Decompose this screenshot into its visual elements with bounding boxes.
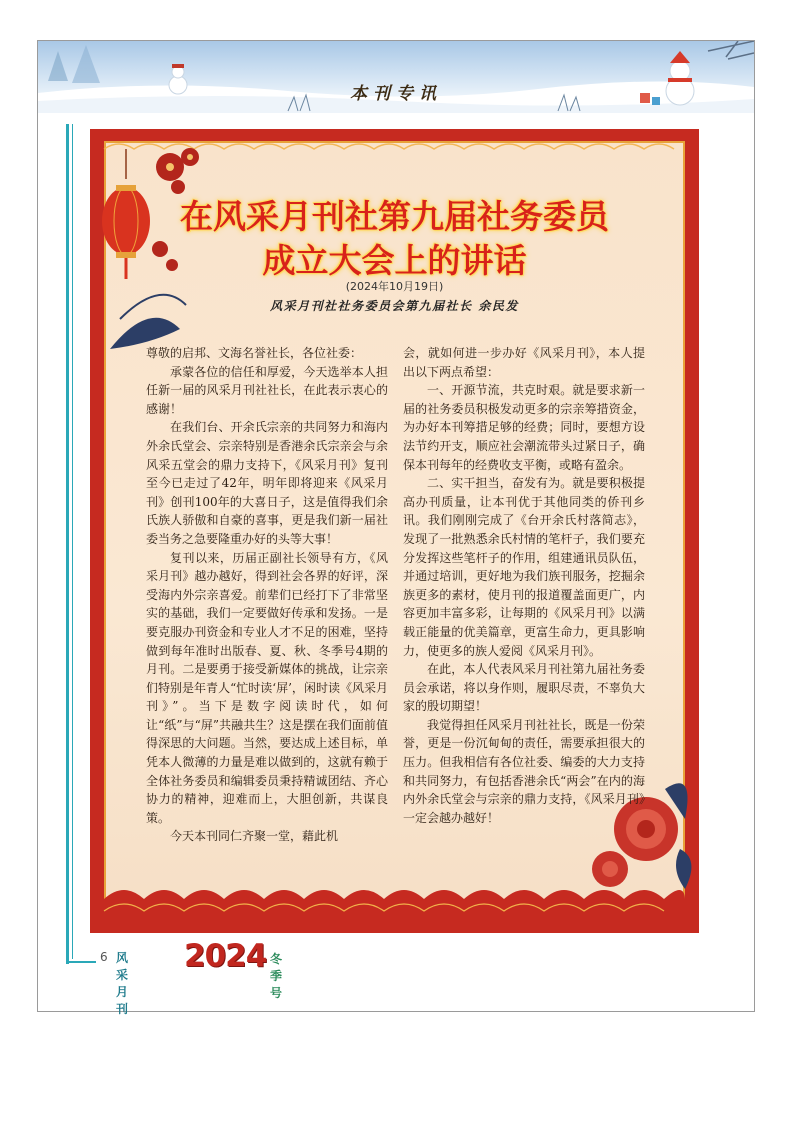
- footer-rule: [66, 961, 96, 963]
- paragraph: 承蒙各位的信任和厚爱，今天选举本人担任新一届的风采月刊社社长，在此表示衷心的感谢！: [146, 364, 388, 416]
- paragraph: 一、开源节流，共克时艰。就是要求新一届的社务委员积极发动更多的宗亲筹措资金，为办好本刊筹措足够的经费；同时，要想方设法节约开支，顺应社会潮流带头过紧日子，确保本刊每年的经费收支平衡，或略有盈余。: [403, 383, 645, 472]
- year-logo: 2024: [184, 938, 267, 974]
- side-rule: [66, 124, 69, 964]
- paragraph: 二、实干担当，奋发有为。就是要积极提高办刊质量，让本刊优于其他同类的侨刊乡讯。我们刚刚完成了《台开余氏村落简志》，发现了一批熟悉余氏村情的笔杆子，我们要充分发挥这些笔杆子的作用，组建通讯员队伍，并通过培训，更好地为我们族刊服务，挖掘余族更多的素材，使月刊的报道覆盖面更广，内容更加丰富多彩，让每期的《风采月刊》以满载正能量的优美篇章，更富生命力，更具影响力，使更多的族人爱阅《风采月刊》。: [403, 476, 645, 658]
- article-poster: [90, 129, 699, 933]
- winter-banner: [38, 41, 754, 113]
- paragraph: 复刊以来，历届正副社长领导有方，《风采月刊》越办越好，得到社会各界的好评，深受海内外宗亲喜爱。前辈们已经打下了非常坚实的基础，我们一定要做好传承和发扬。一是要克服办刊资金和专业人才不足的困难，坚持做到每年准时出版春、夏、秋、冬季号4期的月刊。二是要勇于接受新媒体的挑战，让宗亲们特别是年青人“忙时读‘屏’，闲时读《风采月刊》”。当下是数字阅读时代，如何让“纸”与“屏”共融共生？这是摆在我们面前值得深思的大问题。当然，要达成上述目标，单凭本人微薄的力量是难以做到的，这就有赖于全体社务委员和编辑委员秉持精诚团结、齐心协力的精神，迎难而上，大胆创新，共谋良策。: [146, 550, 388, 825]
- article-title-line2: 成立大会上的讲话: [262, 241, 527, 280]
- paragraph: 在此，本人代表风采月刊社第九届社务委员会承诺，将以身作则，履职尽责，不辜负大家的殷切期望！: [403, 662, 645, 714]
- column-title: 本刊专讯: [350, 84, 442, 104]
- issue-label: 冬季号: [270, 952, 284, 1000]
- paragraph: 尊敬的启邦、文海名誉社长，各位社委：: [146, 346, 363, 360]
- side-rule-thin: [72, 124, 73, 959]
- paragraph: 会，就如何进一步办好《风采月刊》，本人提出以下两点希望：: [403, 346, 645, 379]
- paragraph: 在我们台、开余氏宗亲的共同努力和海内外余氏堂会、宗亲特别是香港余氏宗亲会与余风采五堂会的鼎力支持下，《风采月刊》复刊至今已走过了42年，明年即将迎来《风采月刊》创刊100年的大喜日子，这是值得我们余氏族人骄傲和自豪的喜事，更是我们新一届社委当务之急要隆重办好的头等大事！: [146, 420, 388, 546]
- page-number: 6: [100, 950, 108, 964]
- paragraph: 今天本刊同仁齐聚一堂，藉此机: [170, 829, 339, 844]
- article-column-right: [403, 344, 645, 827]
- article-date: (2024年10月19日): [345, 280, 444, 293]
- magazine-name: 风采月刊: [116, 951, 132, 1016]
- article-author: 风采月刊社社务委员会第九届社长 余民发: [270, 299, 519, 313]
- article-title-line1: 在风采月刊社第九届社务委员: [180, 197, 609, 236]
- article-column-left: [146, 344, 388, 846]
- paragraph: 我觉得担任风采月刊社社长，既是一份荣誉，更是一份沉甸甸的责任，需要承担很大的压力。但我相信有各位社委、编委的大力支持和共同努力，有包括香港余氏“两会”在内的海内外余氏堂会与宗亲的鼎力支持，《风采月刊》一定会越办越好！: [403, 717, 645, 825]
